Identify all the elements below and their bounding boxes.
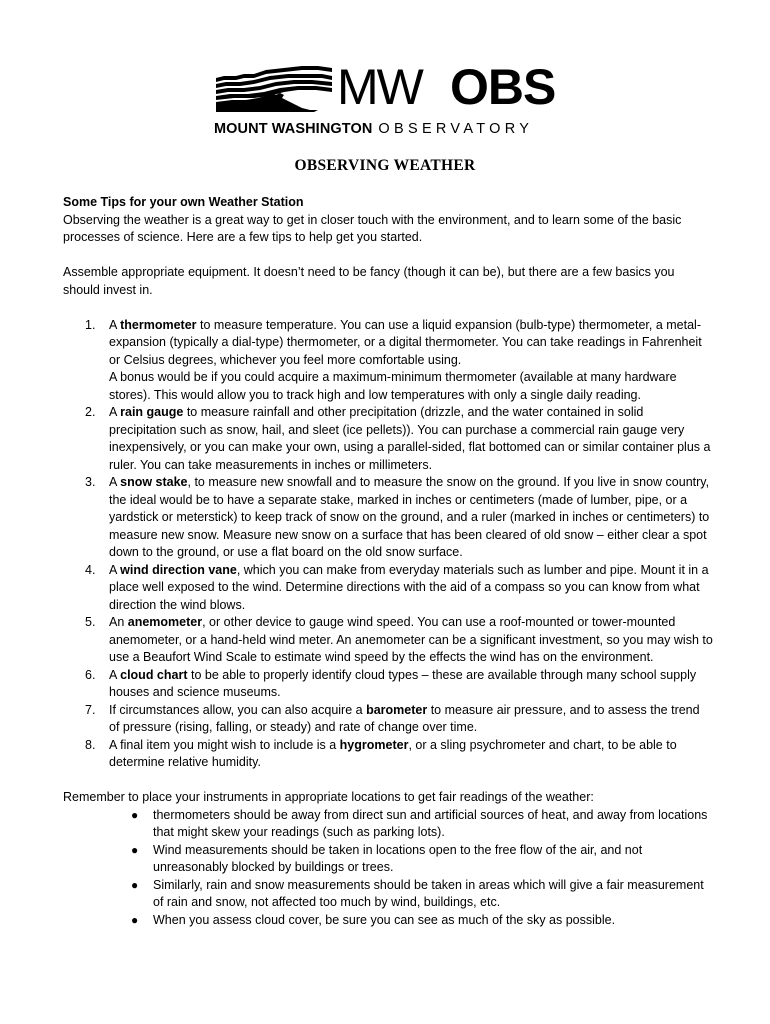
- equipment-intro: Assemble appropriate equipment. It doesn’t need to be fancy (though it can be), but there are a few basics you should invest in.: [63, 265, 675, 297]
- org-name-bold: MOUNT WASHINGTON: [214, 121, 373, 137]
- bullet-icon: ●: [131, 842, 139, 857]
- list-item: ● Similarly, rain and snow measurements should be taken in areas which will give a fair measurement of rain and snow, not affected too much by wind, buildings, etc.: [131, 877, 704, 909]
- page-title: OBSERVING WEATHER: [294, 157, 476, 174]
- mwobs-logo: [214, 59, 560, 138]
- locations-intro: Remember to place your instruments in appropriate locations to get fair readings of the weather:: [63, 790, 594, 804]
- intro-paragraph: Observing the weather is a great way to get in closer touch with the environment, and to learn some of the basic processes of science. Here are a few tips to help get you started.: [63, 212, 682, 244]
- list-item: 2. A rain gauge to measure rainfall and other precipitation (drizzle, and the water contained in solid precipitation such as snow, hail, and sleet (ice pellets)). You can purchase a commercial rain gauge very inexpensively, or you can make your own, using a parallel-sided, flat bottomed can or similar container plus a ruler. You can take measurements in inches or millimeters.: [85, 405, 711, 472]
- list-item: 5. An anemometer, or other device to gauge wind speed. You can use a roof-mounted or tower-mounted anemometer, or a hand-held wind meter. An anemometer can be a significant investment, so you may wish to use a Beaufort Wind Scale to estimate wind speed by the effects the wind has on the environment.: [85, 615, 713, 664]
- org-name-light: OBSERVATORY: [378, 121, 534, 137]
- list-item: 7. If circumstances allow, you can also acquire a barometer to measure air pressure, and to assess the trend of pressure (rising, falling, or steady) and rate of change over time.: [85, 702, 700, 734]
- bullet-icon: ●: [131, 877, 139, 892]
- term-hygrometer: hygrometer: [339, 737, 409, 752]
- section-heading: Some Tips for your own Weather Station: [63, 195, 304, 209]
- list-item: 4. A wind direction vane, which you can make from everyday materials such as lumber and pipe. Mount it in a place well exposed to the wind. Determine directions with the aid of a compass so you can know from what direction the wind blows.: [85, 562, 709, 612]
- tip-extra: A bonus would be if you could acquire a maximum-minimum thermometer (available at many hardware stores). This would allow you to track high and low temperatures with only a single daily reading.: [109, 370, 677, 402]
- term-barometer: barometer: [366, 702, 428, 717]
- equipment-list: [63, 317, 713, 772]
- document-body: [63, 194, 713, 929]
- list-item: ● thermometers should be away from direct sun and artificial sources of heat, and away from locations that might skew your readings (such as parking lots).: [131, 807, 708, 839]
- list-item: ● When you assess cloud cover, be sure you can see as much of the sky as possible.: [63, 912, 713, 930]
- term-snow-stake: snow stake: [120, 475, 188, 489]
- list-item: 1. A thermometer to measure temperature. You can use a liquid expansion (bulb-type) thermometer, a metal-expansion (typically a dial-type) thermometer, or a digital thermometer. You can take readings in Fahrenheit or Celsius degrees, whichever you feel more comfortable using. A bonus would be if you could acquire a maximum-minimum thermometer (available at many hardware stores). This would allow you to track high and low temperatures with only a single daily reading.: [63, 317, 713, 405]
- term-cloud-chart: cloud chart: [120, 667, 188, 682]
- term-wind-direction-vane: wind direction vane: [120, 562, 237, 577]
- organization-name: [214, 120, 533, 138]
- bullet-icon: ●: [131, 807, 139, 822]
- logo-mw-text: MW: [337, 59, 422, 115]
- bullet-icon: ●: [131, 912, 139, 927]
- list-item: 3. A snow stake, to measure new snowfall and to measure the snow on the ground. If you live in snow country, the ideal would be to have a separate stake, marked in inches or centimeters (made of lumber, pipe, or a yardstick or meterstick) to keep track of snow on the ground, and a ruler (marked in inches or centimeters) to measure new snow. Measure new snow on a surface that has been cleared of old snow – either clear a spot down to the ground, or use a flat board on the old snow surface.: [85, 475, 710, 559]
- term-anemometer: anemometer: [127, 615, 203, 629]
- list-item: ● Wind measurements should be taken in locations open to the free flow of the air, and not unreasonably blocked by buildings or trees.: [131, 842, 643, 874]
- term-rain-gauge: rain gauge: [120, 405, 184, 419]
- locations-list: [63, 807, 713, 930]
- mountain-logo-icon: [214, 64, 334, 112]
- list-item: 6. A cloud chart to be able to properly identify cloud types – these are available through many school supply houses and science museums.: [85, 667, 697, 699]
- logo-obs-text: OBS: [450, 59, 556, 115]
- term-thermometer: thermometer: [120, 317, 197, 332]
- list-item: 8. A final item you might wish to include is a hygrometer, or a sling psychrometer and chart, to be able to determine relative humidity.: [85, 737, 677, 769]
